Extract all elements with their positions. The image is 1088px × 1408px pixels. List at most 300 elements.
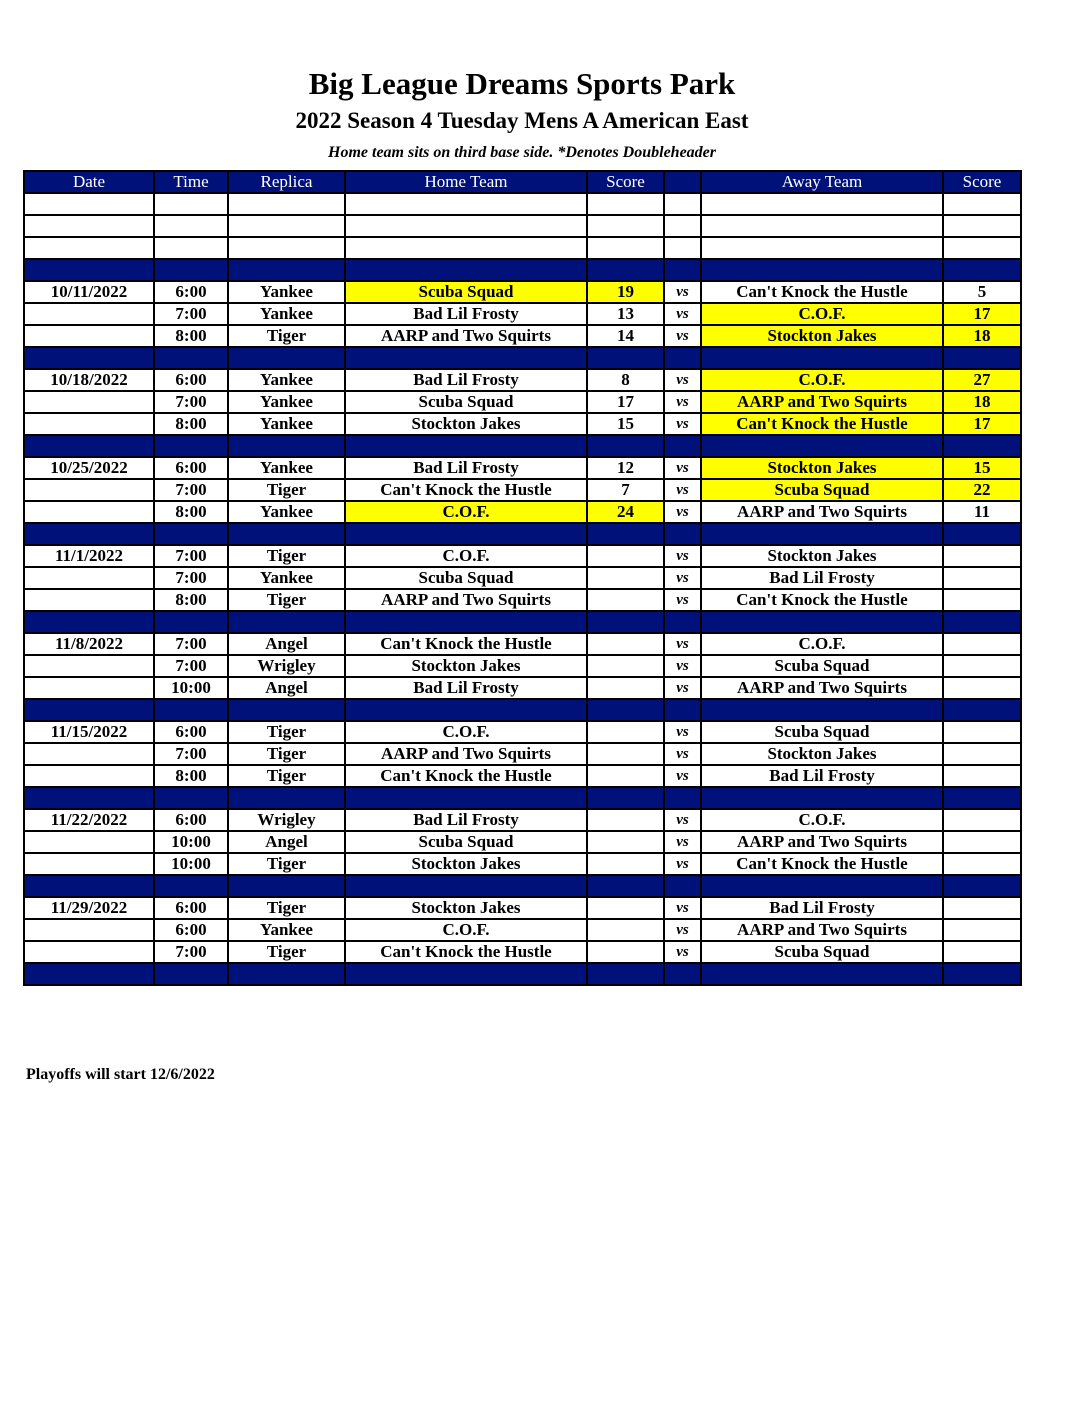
- separator-row: [24, 347, 1021, 369]
- vs-cell: vs: [664, 303, 701, 325]
- replica-cell: [228, 875, 345, 897]
- away-score-cell: [943, 699, 1021, 721]
- replica-cell: [228, 237, 345, 259]
- away-team-cell: [701, 193, 943, 215]
- column-header-away-score: Score: [943, 171, 1021, 193]
- home-score-cell: 19: [587, 281, 664, 303]
- date-cell: 10/25/2022: [24, 457, 154, 479]
- vs-cell: [664, 611, 701, 633]
- away-score-cell: [943, 831, 1021, 853]
- home-score-cell: [587, 589, 664, 611]
- game-row: [24, 721, 1021, 743]
- time-cell: [154, 193, 228, 215]
- column-header-home-team: Home Team: [345, 171, 587, 193]
- away-team-cell: Scuba Squad: [701, 721, 943, 743]
- vs-cell: [664, 435, 701, 457]
- away-score-cell: 27: [943, 369, 1021, 391]
- time-cell: [154, 347, 228, 369]
- away-team-cell: C.O.F.: [701, 369, 943, 391]
- vs-cell: [664, 347, 701, 369]
- vs-cell: vs: [664, 479, 701, 501]
- time-cell: 8:00: [154, 413, 228, 435]
- away-team-cell: C.O.F.: [701, 633, 943, 655]
- away-score-cell: [943, 743, 1021, 765]
- away-team-cell: [701, 523, 943, 545]
- replica-cell: [228, 787, 345, 809]
- away-team-cell: AARP and Two Squirts: [701, 501, 943, 523]
- replica-cell: Angel: [228, 677, 345, 699]
- home-score-cell: [587, 853, 664, 875]
- away-score-cell: [943, 567, 1021, 589]
- vs-cell: vs: [664, 677, 701, 699]
- home-team-cell: Stockton Jakes: [345, 853, 587, 875]
- separator-row: [24, 259, 1021, 281]
- time-cell: [154, 523, 228, 545]
- date-cell: 11/8/2022: [24, 633, 154, 655]
- home-team-cell: [345, 611, 587, 633]
- vs-cell: vs: [664, 897, 701, 919]
- time-cell: 10:00: [154, 853, 228, 875]
- time-cell: 6:00: [154, 281, 228, 303]
- vs-cell: [664, 523, 701, 545]
- away-team-cell: Can't Knock the Hustle: [701, 413, 943, 435]
- home-score-cell: 13: [587, 303, 664, 325]
- time-cell: [154, 215, 228, 237]
- date-cell: [24, 963, 154, 985]
- away-score-cell: [943, 963, 1021, 985]
- game-row: [24, 589, 1021, 611]
- time-cell: 8:00: [154, 501, 228, 523]
- date-cell: [24, 413, 154, 435]
- date-cell: [24, 589, 154, 611]
- date-cell: [24, 677, 154, 699]
- home-team-cell: Bad Lil Frosty: [345, 677, 587, 699]
- vs-cell: vs: [664, 633, 701, 655]
- home-team-cell: Stockton Jakes: [345, 413, 587, 435]
- time-cell: [154, 787, 228, 809]
- away-team-cell: Stockton Jakes: [701, 325, 943, 347]
- time-cell: 10:00: [154, 831, 228, 853]
- date-cell: [24, 941, 154, 963]
- replica-cell: Tiger: [228, 853, 345, 875]
- column-header-away-team: Away Team: [701, 171, 943, 193]
- away-team-cell: AARP and Two Squirts: [701, 677, 943, 699]
- away-score-cell: [943, 897, 1021, 919]
- time-cell: [154, 611, 228, 633]
- date-cell: [24, 611, 154, 633]
- time-cell: 7:00: [154, 567, 228, 589]
- home-team-cell: AARP and Two Squirts: [345, 589, 587, 611]
- game-row: [24, 677, 1021, 699]
- away-score-cell: 18: [943, 391, 1021, 413]
- column-header-date: Date: [24, 171, 154, 193]
- date-cell: [24, 919, 154, 941]
- time-cell: 8:00: [154, 325, 228, 347]
- schedule-body: [24, 193, 1021, 985]
- replica-cell: [228, 215, 345, 237]
- away-score-cell: [943, 523, 1021, 545]
- home-score-cell: [587, 743, 664, 765]
- time-cell: 6:00: [154, 809, 228, 831]
- away-score-cell: [943, 655, 1021, 677]
- vs-cell: [664, 215, 701, 237]
- away-score-cell: [943, 589, 1021, 611]
- away-score-cell: [943, 875, 1021, 897]
- vs-cell: vs: [664, 413, 701, 435]
- away-team-cell: AARP and Two Squirts: [701, 831, 943, 853]
- away-score-cell: 11: [943, 501, 1021, 523]
- game-row: [24, 831, 1021, 853]
- game-row: [24, 545, 1021, 567]
- date-cell: [24, 787, 154, 809]
- home-score-cell: [587, 523, 664, 545]
- home-score-cell: 7: [587, 479, 664, 501]
- date-cell: [24, 325, 154, 347]
- home-score-cell: [587, 809, 664, 831]
- home-team-cell: Bad Lil Frosty: [345, 457, 587, 479]
- date-cell: [24, 215, 154, 237]
- away-team-cell: Can't Knock the Hustle: [701, 589, 943, 611]
- away-score-cell: [943, 545, 1021, 567]
- column-header-vs: [664, 171, 701, 193]
- date-cell: 11/22/2022: [24, 809, 154, 831]
- home-score-cell: 15: [587, 413, 664, 435]
- replica-cell: Wrigley: [228, 809, 345, 831]
- away-team-cell: [701, 875, 943, 897]
- replica-cell: Angel: [228, 633, 345, 655]
- away-score-cell: [943, 787, 1021, 809]
- home-score-cell: [587, 897, 664, 919]
- replica-cell: Tiger: [228, 479, 345, 501]
- time-cell: 6:00: [154, 919, 228, 941]
- page-title: Big League Dreams Sports Park: [308, 66, 736, 101]
- date-cell: [24, 259, 154, 281]
- away-score-cell: [943, 193, 1021, 215]
- away-team-cell: [701, 787, 943, 809]
- column-header-replica: Replica: [228, 171, 345, 193]
- away-score-cell: [943, 809, 1021, 831]
- home-score-cell: [587, 875, 664, 897]
- blank-row: [24, 215, 1021, 237]
- time-cell: 7:00: [154, 545, 228, 567]
- vs-cell: [664, 193, 701, 215]
- away-score-cell: [943, 765, 1021, 787]
- home-score-cell: [587, 699, 664, 721]
- time-cell: [154, 237, 228, 259]
- page-note: Home team sits on third base side. *Denotes Doubleheader: [328, 144, 716, 161]
- away-team-cell: [701, 259, 943, 281]
- home-score-cell: [587, 193, 664, 215]
- date-cell: [24, 765, 154, 787]
- replica-cell: Yankee: [228, 501, 345, 523]
- game-row: [24, 479, 1021, 501]
- separator-row: [24, 523, 1021, 545]
- game-row: [24, 501, 1021, 523]
- separator-row: [24, 787, 1021, 809]
- away-team-cell: Scuba Squad: [701, 941, 943, 963]
- replica-cell: Yankee: [228, 919, 345, 941]
- away-team-cell: Scuba Squad: [701, 479, 943, 501]
- game-row: [24, 941, 1021, 963]
- away-team-cell: Bad Lil Frosty: [701, 897, 943, 919]
- home-score-cell: [587, 919, 664, 941]
- home-score-cell: [587, 721, 664, 743]
- away-score-cell: [943, 919, 1021, 941]
- date-cell: [24, 435, 154, 457]
- replica-cell: [228, 259, 345, 281]
- vs-cell: vs: [664, 567, 701, 589]
- replica-cell: Tiger: [228, 325, 345, 347]
- home-score-cell: [587, 655, 664, 677]
- home-score-cell: [587, 677, 664, 699]
- away-team-cell: Scuba Squad: [701, 655, 943, 677]
- vs-cell: vs: [664, 589, 701, 611]
- home-team-cell: C.O.F.: [345, 501, 587, 523]
- vs-cell: vs: [664, 369, 701, 391]
- home-team-cell: Scuba Squad: [345, 281, 587, 303]
- date-cell: [24, 655, 154, 677]
- game-row: [24, 743, 1021, 765]
- table-header-row: [24, 171, 1021, 193]
- away-score-cell: [943, 347, 1021, 369]
- home-team-cell: [345, 193, 587, 215]
- vs-cell: [664, 875, 701, 897]
- home-score-cell: 14: [587, 325, 664, 347]
- home-team-cell: Bad Lil Frosty: [345, 369, 587, 391]
- home-team-cell: Stockton Jakes: [345, 897, 587, 919]
- away-team-cell: [701, 237, 943, 259]
- vs-cell: vs: [664, 457, 701, 479]
- home-score-cell: [587, 633, 664, 655]
- time-cell: [154, 259, 228, 281]
- away-score-cell: 15: [943, 457, 1021, 479]
- home-score-cell: [587, 237, 664, 259]
- replica-cell: [228, 435, 345, 457]
- replica-cell: Tiger: [228, 545, 345, 567]
- replica-cell: [228, 963, 345, 985]
- game-row: [24, 369, 1021, 391]
- replica-cell: Yankee: [228, 391, 345, 413]
- away-score-cell: 22: [943, 479, 1021, 501]
- home-score-cell: [587, 259, 664, 281]
- replica-cell: Yankee: [228, 567, 345, 589]
- replica-cell: Tiger: [228, 743, 345, 765]
- away-team-cell: [701, 435, 943, 457]
- away-team-cell: Stockton Jakes: [701, 457, 943, 479]
- home-score-cell: [587, 765, 664, 787]
- home-score-cell: [587, 545, 664, 567]
- game-row: [24, 655, 1021, 677]
- blank-row: [24, 237, 1021, 259]
- blank-row: [24, 193, 1021, 215]
- separator-row: [24, 963, 1021, 985]
- vs-cell: vs: [664, 853, 701, 875]
- vs-cell: vs: [664, 831, 701, 853]
- away-team-cell: Stockton Jakes: [701, 545, 943, 567]
- replica-cell: [228, 347, 345, 369]
- away-score-cell: [943, 611, 1021, 633]
- vs-cell: vs: [664, 281, 701, 303]
- away-team-cell: [701, 699, 943, 721]
- game-row: [24, 919, 1021, 941]
- replica-cell: Wrigley: [228, 655, 345, 677]
- time-cell: 7:00: [154, 391, 228, 413]
- date-cell: [24, 479, 154, 501]
- date-cell: [24, 831, 154, 853]
- home-team-cell: [345, 787, 587, 809]
- vs-cell: vs: [664, 501, 701, 523]
- time-cell: 6:00: [154, 897, 228, 919]
- schedule-table: [23, 170, 1022, 986]
- home-team-cell: Can't Knock the Hustle: [345, 941, 587, 963]
- date-cell: 10/11/2022: [24, 281, 154, 303]
- page-subtitle: 2022 Season 4 Tuesday Mens A American East: [295, 108, 749, 133]
- home-team-cell: [345, 699, 587, 721]
- away-team-cell: [701, 963, 943, 985]
- column-header-home-score: Score: [587, 171, 664, 193]
- home-score-cell: 17: [587, 391, 664, 413]
- time-cell: 7:00: [154, 941, 228, 963]
- separator-row: [24, 611, 1021, 633]
- home-team-cell: [345, 523, 587, 545]
- away-score-cell: [943, 435, 1021, 457]
- date-cell: [24, 193, 154, 215]
- vs-cell: vs: [664, 721, 701, 743]
- away-score-cell: 18: [943, 325, 1021, 347]
- time-cell: 10:00: [154, 677, 228, 699]
- time-cell: [154, 963, 228, 985]
- separator-row: [24, 875, 1021, 897]
- vs-cell: vs: [664, 809, 701, 831]
- date-cell: 10/18/2022: [24, 369, 154, 391]
- separator-row: [24, 435, 1021, 457]
- time-cell: 7:00: [154, 633, 228, 655]
- away-team-cell: Can't Knock the Hustle: [701, 281, 943, 303]
- away-team-cell: Bad Lil Frosty: [701, 567, 943, 589]
- home-score-cell: [587, 435, 664, 457]
- away-team-cell: Bad Lil Frosty: [701, 765, 943, 787]
- replica-cell: Tiger: [228, 897, 345, 919]
- away-score-cell: 17: [943, 303, 1021, 325]
- home-score-cell: 24: [587, 501, 664, 523]
- home-team-cell: Scuba Squad: [345, 567, 587, 589]
- replica-cell: Tiger: [228, 721, 345, 743]
- vs-cell: vs: [664, 655, 701, 677]
- home-team-cell: Scuba Squad: [345, 391, 587, 413]
- vs-cell: vs: [664, 391, 701, 413]
- home-score-cell: [587, 787, 664, 809]
- game-row: [24, 809, 1021, 831]
- date-cell: [24, 391, 154, 413]
- date-cell: [24, 743, 154, 765]
- time-cell: 8:00: [154, 589, 228, 611]
- vs-cell: vs: [664, 743, 701, 765]
- away-team-cell: AARP and Two Squirts: [701, 919, 943, 941]
- date-cell: [24, 237, 154, 259]
- replica-cell: Tiger: [228, 765, 345, 787]
- time-cell: 8:00: [154, 765, 228, 787]
- date-cell: [24, 699, 154, 721]
- date-cell: 11/29/2022: [24, 897, 154, 919]
- away-score-cell: [943, 721, 1021, 743]
- date-cell: [24, 523, 154, 545]
- away-team-cell: C.O.F.: [701, 303, 943, 325]
- home-team-cell: Bad Lil Frosty: [345, 303, 587, 325]
- replica-cell: Yankee: [228, 281, 345, 303]
- home-score-cell: [587, 215, 664, 237]
- home-team-cell: C.O.F.: [345, 545, 587, 567]
- away-score-cell: 17: [943, 413, 1021, 435]
- away-team-cell: [701, 611, 943, 633]
- vs-cell: vs: [664, 941, 701, 963]
- column-header-time: Time: [154, 171, 228, 193]
- away-team-cell: C.O.F.: [701, 809, 943, 831]
- vs-cell: [664, 699, 701, 721]
- home-score-cell: [587, 347, 664, 369]
- away-score-cell: [943, 215, 1021, 237]
- date-cell: 11/1/2022: [24, 545, 154, 567]
- vs-cell: [664, 963, 701, 985]
- home-team-cell: Stockton Jakes: [345, 655, 587, 677]
- replica-cell: [228, 699, 345, 721]
- home-team-cell: Can't Knock the Hustle: [345, 765, 587, 787]
- away-team-cell: Can't Knock the Hustle: [701, 853, 943, 875]
- game-row: [24, 853, 1021, 875]
- home-team-cell: AARP and Two Squirts: [345, 325, 587, 347]
- time-cell: 7:00: [154, 655, 228, 677]
- game-row: [24, 281, 1021, 303]
- time-cell: 6:00: [154, 457, 228, 479]
- time-cell: [154, 435, 228, 457]
- replica-cell: Angel: [228, 831, 345, 853]
- game-row: [24, 413, 1021, 435]
- home-team-cell: Bad Lil Frosty: [345, 809, 587, 831]
- home-team-cell: [345, 963, 587, 985]
- away-team-cell: [701, 215, 943, 237]
- home-team-cell: [345, 215, 587, 237]
- home-team-cell: [345, 875, 587, 897]
- game-row: [24, 391, 1021, 413]
- game-row: [24, 897, 1021, 919]
- game-row: [24, 633, 1021, 655]
- replica-cell: Tiger: [228, 941, 345, 963]
- date-cell: [24, 875, 154, 897]
- away-team-cell: Stockton Jakes: [701, 743, 943, 765]
- home-score-cell: 12: [587, 457, 664, 479]
- away-score-cell: [943, 237, 1021, 259]
- replica-cell: Tiger: [228, 589, 345, 611]
- replica-cell: [228, 611, 345, 633]
- replica-cell: Yankee: [228, 457, 345, 479]
- away-score-cell: [943, 677, 1021, 699]
- vs-cell: vs: [664, 765, 701, 787]
- home-team-cell: [345, 259, 587, 281]
- time-cell: [154, 875, 228, 897]
- date-cell: 11/15/2022: [24, 721, 154, 743]
- time-cell: 6:00: [154, 721, 228, 743]
- time-cell: 7:00: [154, 303, 228, 325]
- time-cell: 6:00: [154, 369, 228, 391]
- vs-cell: [664, 787, 701, 809]
- vs-cell: vs: [664, 919, 701, 941]
- playoffs-note: Playoffs will start 12/6/2022: [26, 1066, 215, 1083]
- replica-cell: Yankee: [228, 303, 345, 325]
- vs-cell: [664, 237, 701, 259]
- time-cell: 7:00: [154, 479, 228, 501]
- home-score-cell: 8: [587, 369, 664, 391]
- replica-cell: [228, 193, 345, 215]
- home-score-cell: [587, 567, 664, 589]
